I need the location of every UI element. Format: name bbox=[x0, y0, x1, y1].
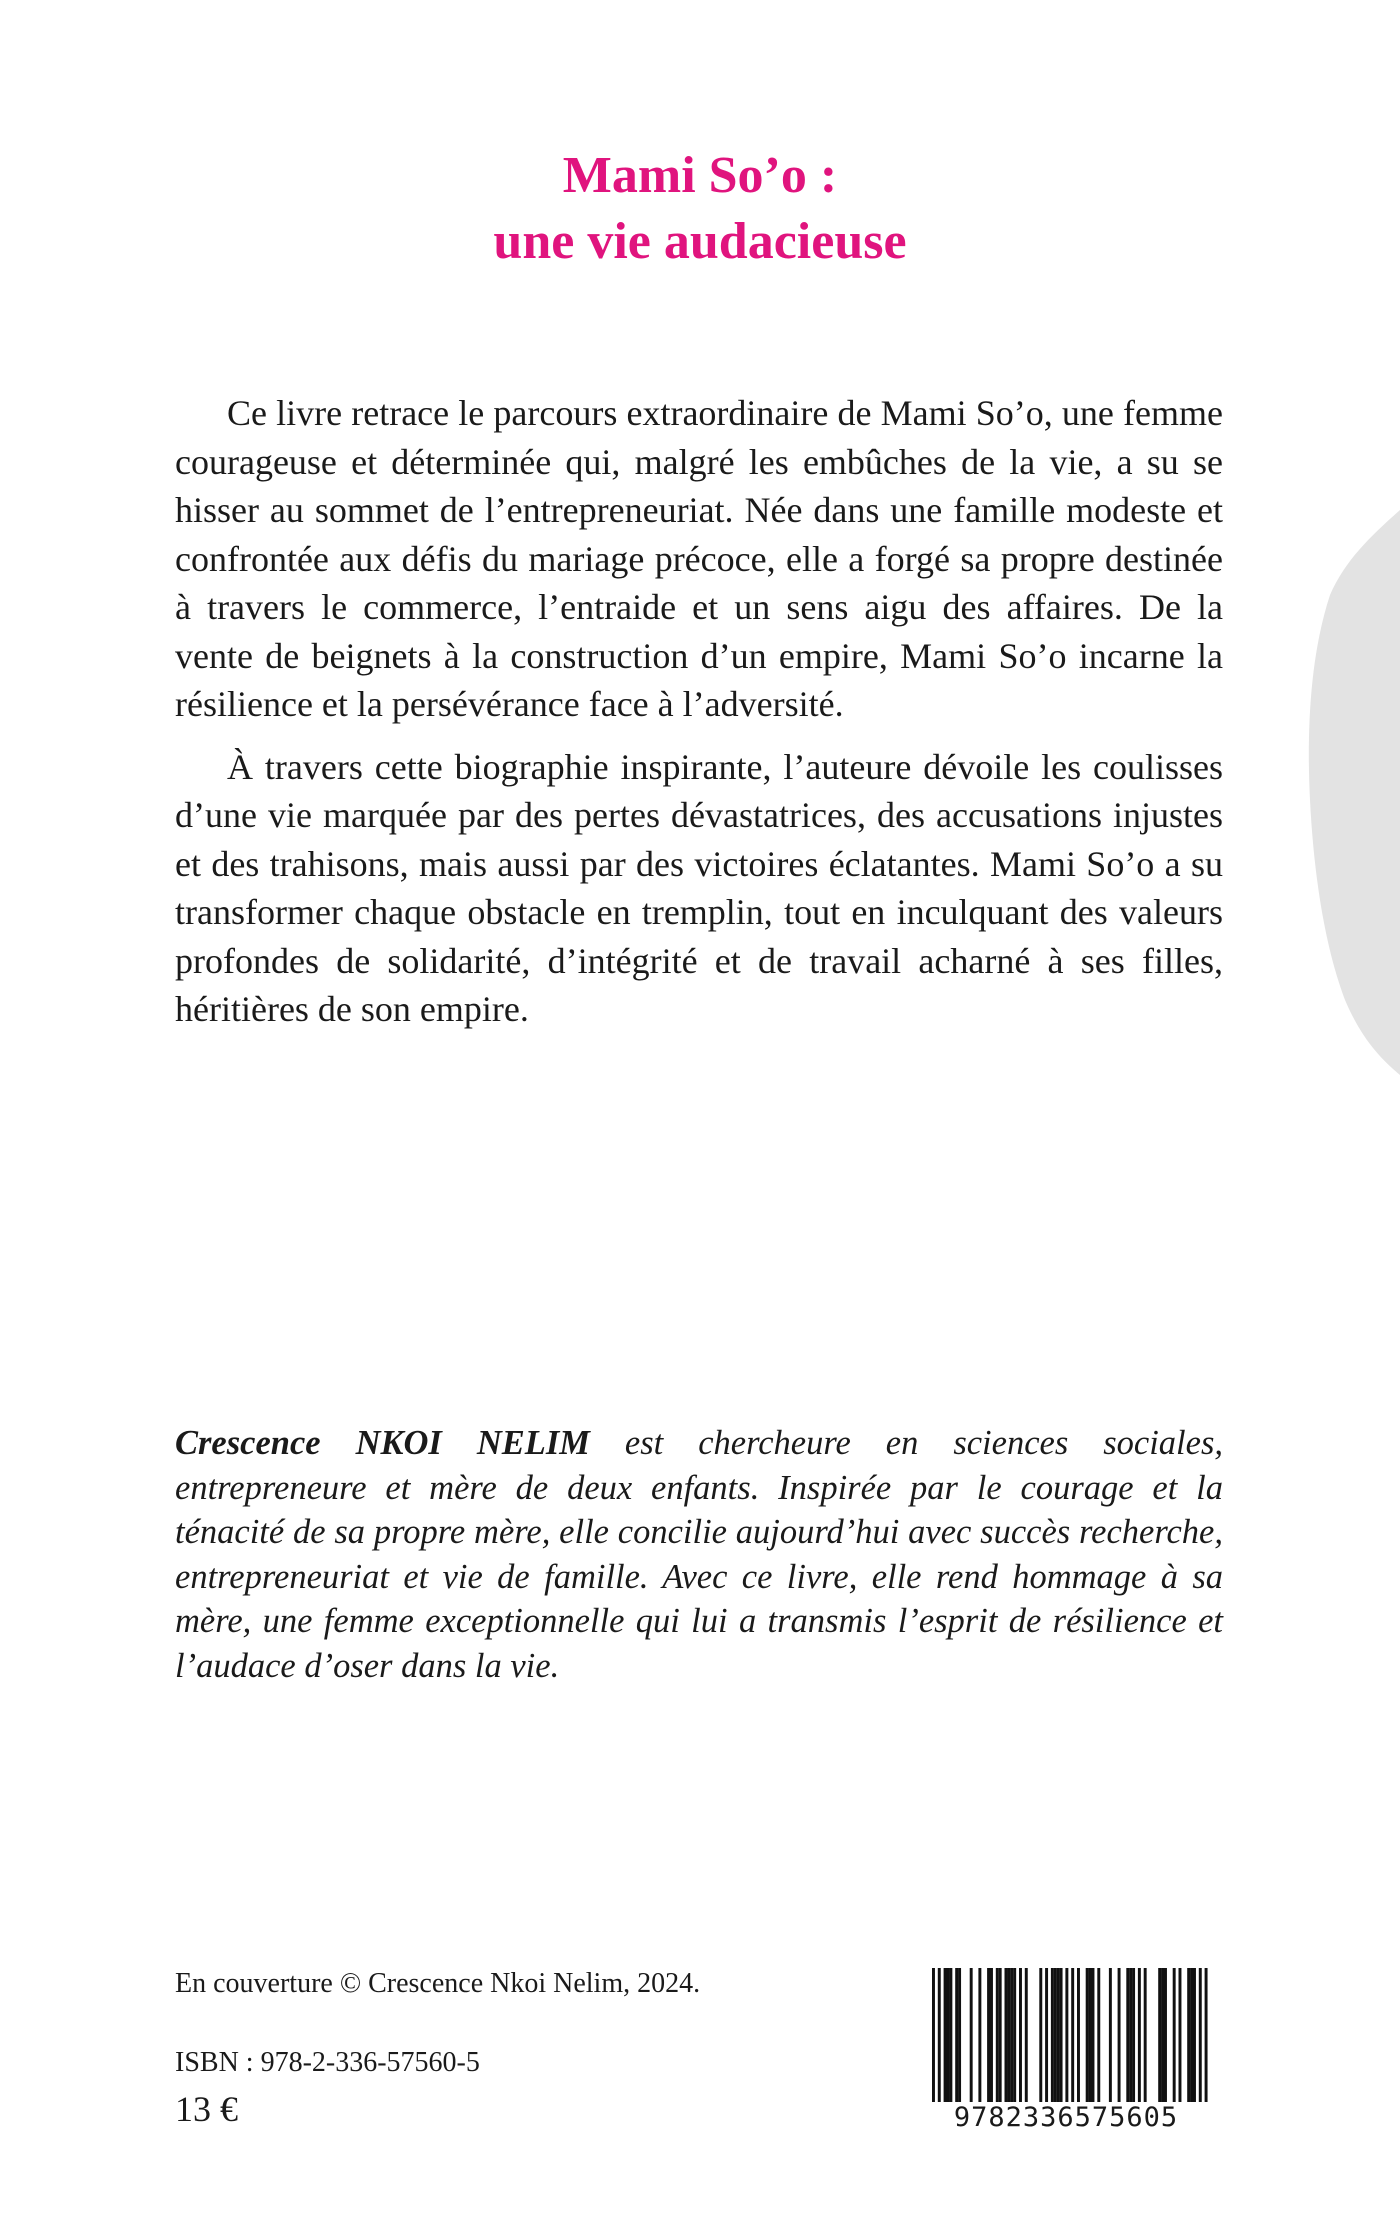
author-bio-text: est chercheure en sciences sociales, entrepreneure et mère de deux enfants. Inspirée par le courage et la ténacité de sa propre mère, elle concilie aujourd’hui avec succès recherche, entrepreneuriat et vie de famille. Avec ce livre, elle rend hommage à sa mère, une femme exceptionnelle qui lui a transmis l’esprit de résilience et l’audace d’oser dans la vie. bbox=[175, 1424, 1224, 1685]
barcode-bar bbox=[1039, 1968, 1042, 2102]
book-title-line-2: une vie audacieuse bbox=[493, 213, 907, 270]
barcode-bar bbox=[947, 1968, 950, 2102]
barcode-bar bbox=[955, 1968, 958, 2102]
barcode-bar bbox=[1126, 1968, 1129, 2102]
barcode-bar bbox=[1179, 1968, 1182, 2102]
price: 13 € bbox=[175, 2089, 238, 2129]
barcode-bar bbox=[1089, 1968, 1092, 2102]
barcode-bar bbox=[958, 1968, 961, 2102]
barcode-bar bbox=[1007, 1968, 1010, 2102]
barcode-bar bbox=[1077, 1968, 1080, 2102]
barcode-bar bbox=[1164, 1968, 1167, 2102]
barcode-guard-bar bbox=[932, 1968, 935, 2118]
barcode-bar bbox=[1010, 1968, 1013, 2102]
barcode-bar bbox=[1019, 1968, 1022, 2102]
book-title-line-1: Mami So’o : bbox=[562, 147, 838, 204]
barcode-bar bbox=[1193, 1968, 1196, 2102]
barcode-bar bbox=[1051, 1968, 1054, 2102]
barcode-bar bbox=[1144, 1968, 1147, 2102]
barcode-bar bbox=[949, 1968, 952, 2102]
summary-paragraph-2: À travers cette biographie inspirante, l’auteure dévoile les coulisses d’une vie marquée par des pertes dévastatrices, des accusations injustes et des trahisons, mais aussi par des victoires éclatantes. Mami So’o a su transformer chaque obstacle en tremplin, tout en inculquant des valeurs profondes de solidarité, d’intégrité et de travail acharné à ses filles, héritières de son empire. bbox=[175, 746, 1223, 1029]
book-summary bbox=[175, 389, 1223, 1034]
barcode-bar bbox=[1158, 1968, 1161, 2102]
barcode-bar bbox=[944, 1968, 947, 2102]
barcode-bar bbox=[1005, 1968, 1008, 2102]
barcode-bar bbox=[1129, 1968, 1132, 2102]
barcode-guard-bar bbox=[1065, 1968, 1068, 2118]
isbn: ISBN : 978-2-336-57560-5 bbox=[175, 2047, 480, 2078]
barcode-bar bbox=[1187, 1968, 1190, 2102]
barcode-bar bbox=[978, 1968, 981, 2102]
barcode-bar bbox=[1057, 1968, 1060, 2102]
barcode-guard-bar bbox=[938, 1968, 941, 2118]
isbn-barcode bbox=[920, 1968, 1212, 2133]
barcode-bar bbox=[1025, 1968, 1028, 2102]
barcode-bar bbox=[990, 1968, 993, 2102]
cover-credit: En couverture © Crescence Nkoi Nelim, 2024. bbox=[175, 1968, 701, 1999]
barcode-bar bbox=[1060, 1968, 1063, 2102]
barcode-bar bbox=[1173, 1968, 1176, 2102]
barcode-bar bbox=[1013, 1968, 1016, 2102]
barcode-bar bbox=[1132, 1968, 1135, 2102]
barcode-bar bbox=[1054, 1968, 1057, 2102]
author-bio bbox=[175, 1421, 1223, 1688]
author-name: Crescence NKOI NELIM bbox=[175, 1424, 590, 1462]
barcode-bar bbox=[1045, 1968, 1048, 2102]
barcode-guard-bar bbox=[1071, 1968, 1074, 2118]
barcode-bar bbox=[1118, 1968, 1121, 2102]
barcode-bar bbox=[1092, 1968, 1095, 2102]
barcode-bar bbox=[1161, 1968, 1164, 2102]
barcode-bar bbox=[1138, 1968, 1141, 2102]
barcode-guard-bar bbox=[1205, 1968, 1208, 2118]
summary-paragraph-1: Ce livre retrace le parcours extraordinaire de Mami So’o, une femme courageuse et déterminée qui, malgré les embûches de la vie, a su se hisser au sommet de l’entrepreneuriat. Née dans une famille modeste et confrontée aux défis du mariage précoce, elle a forgé sa propre destinée à travers le commerce, l’entraide et un sens aigu des affaires. De la vente de beignets à la construction d’un empire, Mami So’o incarne la résilience et la persévérance face à l’adversité. bbox=[175, 393, 1223, 724]
barcode-digits: 9782336575605 bbox=[920, 2102, 1212, 2133]
barcode-bar bbox=[1097, 1968, 1100, 2102]
barcode-bar bbox=[1190, 1968, 1193, 2102]
barcode-bar bbox=[987, 1968, 990, 2102]
barcode-bar bbox=[996, 1968, 999, 2102]
barcode-guard-bar bbox=[1199, 1968, 1202, 2118]
barcode-bar bbox=[999, 1968, 1002, 2102]
barcode-bar bbox=[1086, 1968, 1089, 2102]
barcode-bar bbox=[1109, 1968, 1112, 2102]
barcode-bar bbox=[970, 1968, 973, 2102]
